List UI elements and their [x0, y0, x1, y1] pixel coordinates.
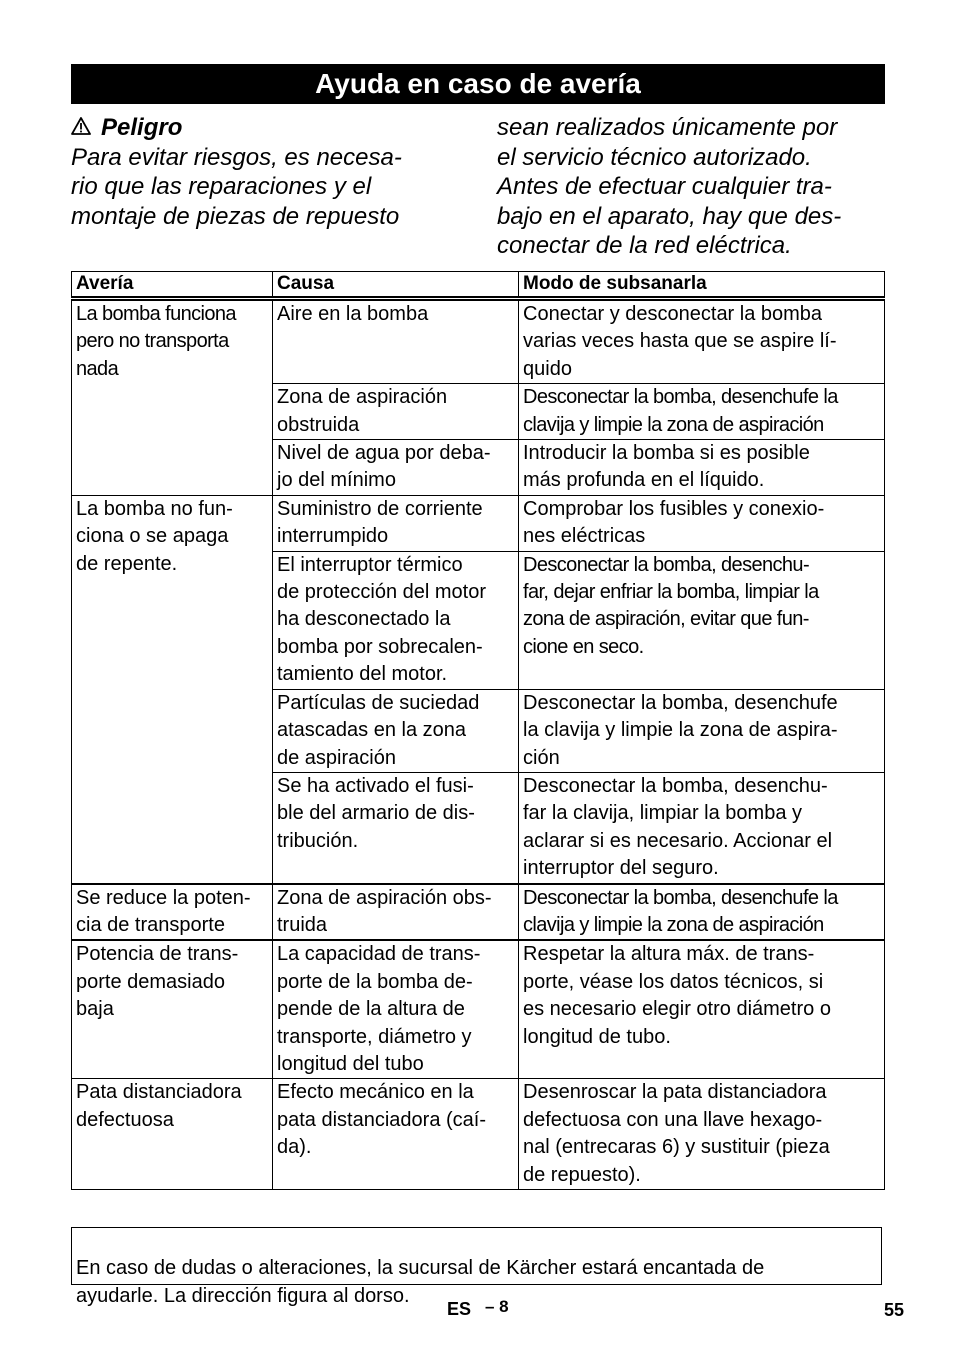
- remedy-cell: Respetar la altura máx. de trans- porte, véase los datos técnicos, si es necesario elegir otro diámetro o longitud de tubo.: [519, 940, 885, 1079]
- remedy-cell: Introducir la bomba si es posible más profunda en el líquido.: [519, 440, 885, 496]
- cause-cell: Zona de aspiración obstruida: [273, 384, 519, 440]
- warning-triangle-icon: [71, 113, 93, 143]
- remedy-cell: Desconectar la bomba, desenchufe la clavija y limpie la zona de aspira- ción: [519, 689, 885, 772]
- cause-cell: Suministro de corriente interrumpido: [273, 495, 519, 551]
- danger-heading: Peligro: [101, 114, 183, 141]
- header-cause: Causa: [273, 272, 519, 299]
- remedy-cell: Desenroscar la pata distanciadora defectuosa con una llave hexago- nal (entrecaras 6) y sustituir (pieza de repuesto).: [519, 1079, 885, 1190]
- section-title-bar: [71, 64, 885, 104]
- contact-note-text: En caso de dudas o alteraciones, la sucursal de Kärcher estará encantada de ayudarle. La dirección figura al dorso.: [76, 1257, 765, 1307]
- cause-cell: Efecto mecánico en la pata distanciadora (caí- da).: [273, 1079, 519, 1190]
- remedy-cell: Desconectar la bomba, desenchu- far la clavija, limpiar la bomba y aclarar si es necesario. Accionar el interruptor del seguro.: [519, 772, 885, 883]
- contact-note-box: [71, 1227, 882, 1307]
- table-row: [72, 299, 885, 384]
- danger-text-left: Para evitar riesgos, es necesa- rio que las reparaciones y el montaje de piezas de repuesto: [71, 143, 402, 230]
- remedy-cell: Desconectar la bomba, desenchufe la clavija y limpie la zona de aspiración: [519, 884, 885, 941]
- remedy-cell: Conectar y desconectar la bomba varias veces hasta que se aspire lí- quido: [519, 299, 885, 384]
- cause-cell: Aire en la bomba: [273, 299, 519, 384]
- fault-cell: Potencia de trans- porte demasiado baja: [72, 940, 273, 1079]
- cause-cell: Partículas de suciedad atascadas en la zona de aspiración: [273, 689, 519, 772]
- fault-cell: Pata distanciadora defectuosa: [72, 1079, 273, 1190]
- header-fault: Avería: [72, 272, 273, 299]
- cause-cell: Nivel de agua por deba- jo del mínimo: [273, 440, 519, 496]
- table-header-row: [72, 272, 885, 299]
- table-row: [72, 884, 885, 941]
- troubleshooting-table: [71, 271, 885, 1190]
- fault-cell: La bomba no fun- ciona o se apaga de repente.: [72, 495, 273, 883]
- table-row: [72, 495, 885, 551]
- section-title: Ayuda en caso de avería: [315, 68, 641, 99]
- cause-cell: La capacidad de trans- porte de la bomba de- pende de la altura de transporte, diámetro y longitud del tubo: [273, 940, 519, 1079]
- table-row: [72, 1079, 885, 1190]
- fault-cell: La bomba funciona pero no transporta nada: [72, 299, 273, 496]
- danger-heading-line: [71, 113, 471, 143]
- fault-cell: Se reduce la poten- cia de transporte: [72, 884, 273, 941]
- cause-cell: Se ha activado el fusi- ble del armario de dis- tribución.: [273, 772, 519, 883]
- cause-cell: Zona de aspiración obs- truida: [273, 884, 519, 941]
- danger-text-right: sean realizados únicamente por el servicio técnico autorizado. Antes de efectuar cualquier tra- bajo en el aparato, hay que des- conectar de la red eléctrica.: [497, 114, 842, 260]
- footer-sub-page-number: – 8: [485, 1297, 509, 1316]
- footer-language-code: ES: [447, 1299, 472, 1319]
- danger-notice-right: [497, 113, 897, 261]
- cause-cell: El interruptor térmico de protección del motor ha desconectado la bomba por sobrecalen- tamiento del motor.: [273, 551, 519, 689]
- danger-notice-left: [71, 113, 471, 231]
- remedy-cell: Desconectar la bomba, desenchu- far, dejar enfriar la bomba, limpiar la zona de aspiración, evitar que fun- cione en seco.: [519, 551, 885, 689]
- footer-page-number: 55: [884, 1300, 905, 1320]
- header-remedy: Modo de subsanarla: [519, 272, 885, 299]
- remedy-cell: Comprobar los fusibles y conexio- nes eléctricas: [519, 495, 885, 551]
- table-row: [72, 940, 885, 1079]
- remedy-cell: Desconectar la bomba, desenchufe la clavija y limpie la zona de aspiración: [519, 384, 885, 440]
